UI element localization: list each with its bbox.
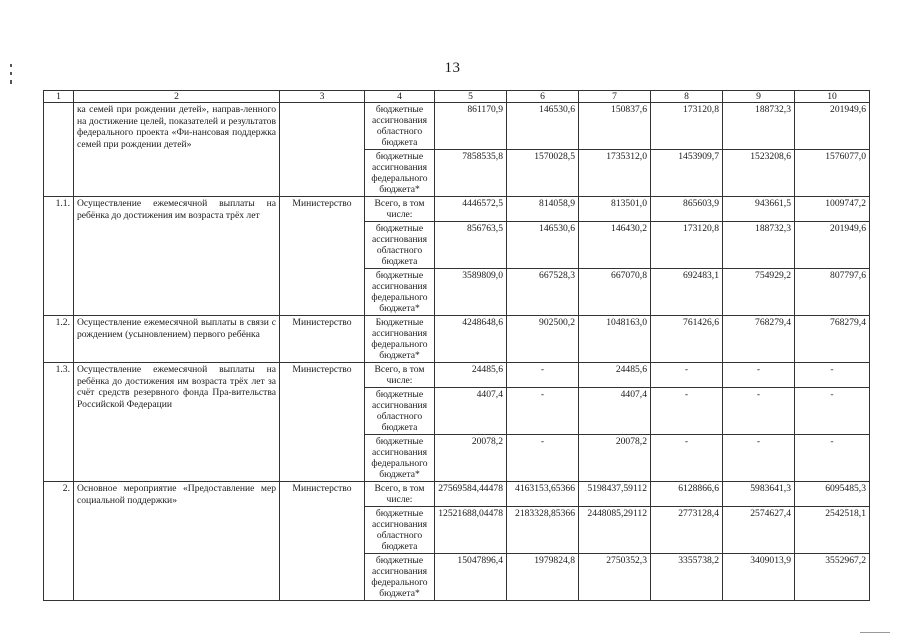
header-cell: 9 [723, 91, 795, 103]
amount-cell: 3552967,2 [795, 554, 870, 601]
amount-cell: 4407,4 [435, 388, 507, 435]
funding-source: бюджетные ассигнования областного бюджета [365, 388, 435, 435]
activity-name: Осуществление ежемесячной выплаты на ребёнка до достижения им возраста трёх лет [74, 197, 280, 316]
amount-cell: 7858535,8 [435, 150, 507, 197]
activity-name: ка семей при рождении детей», направ-ленного на достижение целей, показателей и результатов федерального проекта «Фи-нансовая поддержка семей при рождении детей» [74, 103, 280, 197]
header-cell: 3 [280, 91, 365, 103]
amount-cell: 15047896,4 [435, 554, 507, 601]
header-cell: 5 [435, 91, 507, 103]
table-body [44, 91, 870, 601]
amount-cell: 1048163,0 [579, 316, 651, 363]
funding-source: бюджетные ассигнования федерального бюджета* [365, 150, 435, 197]
amount-cell: 20078,2 [579, 435, 651, 482]
amount-cell: - [651, 363, 723, 388]
header-cell: 2 [74, 91, 280, 103]
executor: Министерство [280, 482, 365, 601]
amount-cell: 754929,2 [723, 269, 795, 316]
amount-cell: 1576077,0 [795, 150, 870, 197]
amount-cell: 4248648,6 [435, 316, 507, 363]
header-cell: 10 [795, 91, 870, 103]
funding-source: бюджетные ассигнования областного бюджета [365, 507, 435, 554]
amount-cell: 3355738,2 [651, 554, 723, 601]
table-row [44, 316, 870, 363]
activity-name: Основное мероприятие «Предоставление мер социальной поддержки» [74, 482, 280, 601]
funding-source: Всего, в том числе: [365, 482, 435, 507]
amount-cell: 3409013,9 [723, 554, 795, 601]
amount-cell: - [723, 388, 795, 435]
amount-cell: 188732,3 [723, 222, 795, 269]
page-number: 13 [444, 60, 461, 76]
amount-cell: 6128866,6 [651, 482, 723, 507]
amount-cell: 4407,4 [579, 388, 651, 435]
header-cell: 8 [651, 91, 723, 103]
amount-cell: 24485,6 [435, 363, 507, 388]
amount-cell: 807797,6 [795, 269, 870, 316]
amount-cell: - [507, 435, 579, 482]
amount-cell: 902500,2 [507, 316, 579, 363]
amount-cell: 1735312,0 [579, 150, 651, 197]
amount-cell: 4163153,65366 [507, 482, 579, 507]
funding-source: бюджетные ассигнования федерального бюджета* [365, 269, 435, 316]
activity-name: Осуществление ежемесячной выплаты в связи с рождением (усыновлением) первого ребёнка [74, 316, 280, 363]
budget-table [43, 90, 870, 601]
header-cell: 4 [365, 91, 435, 103]
amount-cell: - [651, 388, 723, 435]
table-row [44, 363, 870, 388]
amount-cell: 5983641,3 [723, 482, 795, 507]
funding-source: бюджетные ассигнования областного бюджета [365, 222, 435, 269]
executor: Министерство [280, 316, 365, 363]
amount-cell: 856763,5 [435, 222, 507, 269]
funding-source: Всего, в том числе: [365, 197, 435, 222]
amount-cell: 4446572,5 [435, 197, 507, 222]
table-row [44, 197, 870, 222]
amount-cell: - [507, 363, 579, 388]
executor: Министерство [280, 363, 365, 482]
amount-cell: 173120,8 [651, 103, 723, 150]
amount-cell: - [507, 388, 579, 435]
amount-cell: 1009747,2 [795, 197, 870, 222]
amount-cell: 667070,8 [579, 269, 651, 316]
amount-cell: 2183328,85366 [507, 507, 579, 554]
funding-source: Всего, в том числе: [365, 363, 435, 388]
scan-margin-mark [10, 72, 12, 75]
scan-margin-mark [10, 80, 12, 84]
amount-cell: 814058,9 [507, 197, 579, 222]
scan-dash [860, 632, 890, 633]
amount-cell: - [651, 435, 723, 482]
amount-cell: 201949,6 [795, 103, 870, 150]
amount-cell: 27569584,44478 [435, 482, 507, 507]
table-row [44, 482, 870, 507]
amount-cell: - [723, 363, 795, 388]
amount-cell: 3589809,0 [435, 269, 507, 316]
amount-cell: 813501,0 [579, 197, 651, 222]
amount-cell: 861170,9 [435, 103, 507, 150]
funding-source: Бюджетные ассигнования федерального бюджета* [365, 316, 435, 363]
amount-cell: 2773128,4 [651, 507, 723, 554]
amount-cell: 201949,6 [795, 222, 870, 269]
amount-cell: 1570028,5 [507, 150, 579, 197]
amount-cell: 667528,3 [507, 269, 579, 316]
amount-cell: 146530,6 [507, 103, 579, 150]
item-number: 1.2. [44, 316, 74, 363]
amount-cell: 768279,4 [795, 316, 870, 363]
executor: Министерство [280, 197, 365, 316]
item-number: 1.3. [44, 363, 74, 482]
scan-margin-mark [10, 64, 12, 67]
amount-cell: - [795, 388, 870, 435]
amount-cell: 2448085,29112 [579, 507, 651, 554]
amount-cell: 20078,2 [435, 435, 507, 482]
item-number: 2. [44, 482, 74, 601]
amount-cell: 1523208,6 [723, 150, 795, 197]
amount-cell: 150837,6 [579, 103, 651, 150]
amount-cell: 146430,2 [579, 222, 651, 269]
amount-cell: 2574627,4 [723, 507, 795, 554]
amount-cell: 6095485,3 [795, 482, 870, 507]
header-cell: 6 [507, 91, 579, 103]
header-row [44, 91, 870, 103]
amount-cell: 5198437,59112 [579, 482, 651, 507]
amount-cell: 2542518,1 [795, 507, 870, 554]
amount-cell: 146530,6 [507, 222, 579, 269]
funding-source: бюджетные ассигнования федерального бюджета* [365, 554, 435, 601]
item-number: 1.1. [44, 197, 74, 316]
amount-cell: 761426,6 [651, 316, 723, 363]
amount-cell: 865603,9 [651, 197, 723, 222]
item-number [44, 103, 74, 197]
header-cell: 7 [579, 91, 651, 103]
amount-cell: - [795, 435, 870, 482]
amount-cell: 2750352,3 [579, 554, 651, 601]
amount-cell: 188732,3 [723, 103, 795, 150]
amount-cell: 1979824,8 [507, 554, 579, 601]
amount-cell: 692483,1 [651, 269, 723, 316]
funding-source: бюджетные ассигнования областного бюджета [365, 103, 435, 150]
funding-source: бюджетные ассигнования федерального бюджета* [365, 435, 435, 482]
amount-cell: 768279,4 [723, 316, 795, 363]
table-row [44, 103, 870, 150]
activity-name: Осуществление ежемесячной выплаты на ребёнка до достижения им возраста трёх лет за счёт средств резервного фонда Пра-вительства Российской Федерации [74, 363, 280, 482]
amount-cell: - [795, 363, 870, 388]
amount-cell: 1453909,7 [651, 150, 723, 197]
amount-cell: 12521688,04478 [435, 507, 507, 554]
executor [280, 103, 365, 197]
amount-cell: 173120,8 [651, 222, 723, 269]
amount-cell: - [723, 435, 795, 482]
header-cell: 1 [44, 91, 74, 103]
amount-cell: 24485,6 [579, 363, 651, 388]
amount-cell: 943661,5 [723, 197, 795, 222]
